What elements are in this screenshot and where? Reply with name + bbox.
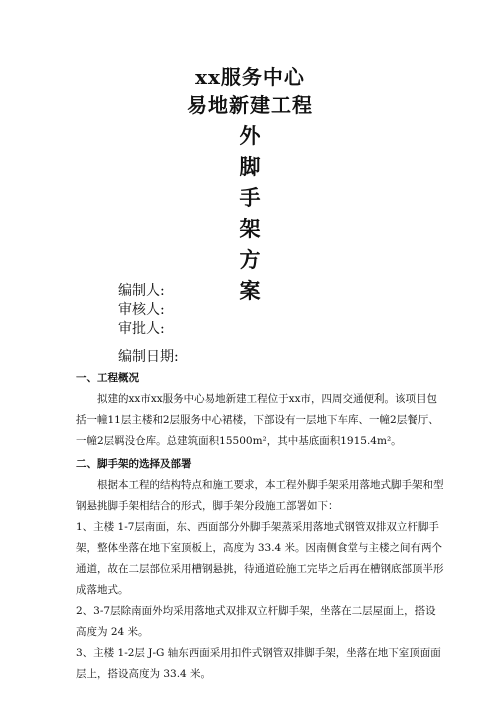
approver-label: 审批人:	[118, 321, 165, 337]
compiler-label: 编制人:	[118, 283, 165, 299]
reviewer-label: 审核人:	[118, 302, 165, 318]
paragraph: 1、主楼 1-7层南面，东、西面部分外脚手架蒸采用落地式钢管双排双立杆脚手架，整体坐落在地下室顶板上，高度为 33.4 米。因南侧食堂与主楼之间有两个通道，故在二层部位采用槽钢悬挑，待通道砼施工完毕之后再在槽钢底部顶半形成落地式。	[76, 521, 444, 596]
title-vertical	[0, 120, 500, 306]
title-char: 案	[239, 278, 261, 303]
paragraph: 2、3-7层除南面外均采用落地式双排双立杆脚手架，坐落在二层屋面上，搭设高度为 24 米。	[76, 605, 436, 638]
title-char: 脚	[239, 154, 261, 179]
cover-title	[0, 64, 500, 306]
paragraph: 根据本工程的结构特点和施工要求，本工程外脚手架采用落地式脚手架和型钢悬挑脚手架相结合的形式，脚手架分段施工部署如下：	[76, 479, 444, 512]
paragraph: 拟建的xx市xx服务中心易地新建工程位于xx市，四周交通便利。该项目包括一幢11层主楼和2层服务中心裙楼，下部设有一层地下车库、一幢2层餐厅、一幢2层羁没仓库。总建筑面积15500m²，其中基底面积1915.4m²。	[76, 393, 439, 447]
title-char: 架	[239, 216, 261, 241]
title-line-1: xx服务中心	[195, 65, 305, 89]
title-char: 方	[239, 247, 261, 272]
section-1	[76, 368, 446, 452]
section-2	[76, 454, 446, 685]
document-meta	[118, 282, 179, 367]
title-char: 手	[239, 185, 261, 210]
section-heading: 二、脚手架的选择及部署	[76, 458, 192, 470]
title-char: 外	[239, 123, 261, 148]
title-line-2: 易地新建工程	[187, 93, 313, 117]
paragraph: 3、主楼 1-2层 J-G 轴东西面采用扣件式钢管双排脚手架，坐落在地下室顶面面层上，搭设高度为 33.4 米。	[76, 647, 441, 680]
section-heading: 一、工程概况	[76, 372, 139, 384]
date-label: 编制日期:	[118, 349, 179, 365]
